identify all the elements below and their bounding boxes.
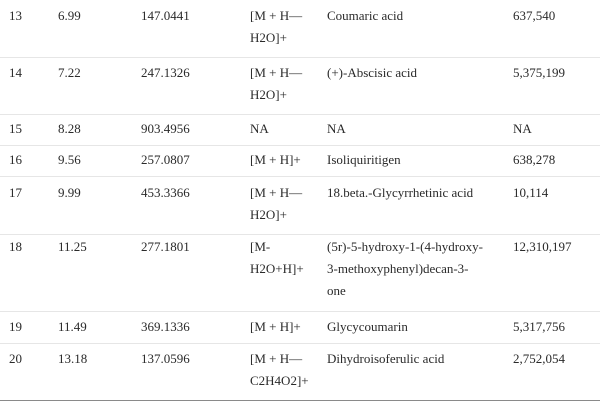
retention-time: 7.22	[58, 65, 81, 80]
table-row	[0, 316, 600, 344]
compound-name-line: NA	[327, 121, 346, 136]
adduct-line: [M + H—	[250, 65, 303, 80]
compound-name-line: Dihydroisoferulic acid	[327, 351, 445, 366]
adduct	[250, 149, 320, 171]
compound-name-line: Isoliquiritigen	[327, 152, 401, 167]
mz-value: 277.1801	[141, 239, 190, 254]
abundance: 5,317,756	[513, 319, 565, 334]
adduct-line: [M + H]+	[250, 152, 301, 167]
adduct-line: H2O]+	[250, 87, 287, 102]
abundance: 5,375,199	[513, 65, 565, 80]
table-row	[0, 182, 600, 235]
row-number: 20	[9, 351, 22, 366]
row-number: 13	[9, 8, 22, 23]
adduct	[250, 316, 320, 338]
adduct-line: C2H4O2]+	[250, 373, 309, 388]
retention-time: 13.18	[58, 351, 88, 366]
table-row	[0, 62, 600, 115]
row-number: 19	[9, 319, 22, 334]
adduct-line: [M + H—	[250, 351, 303, 366]
compound-name	[327, 236, 507, 302]
abundance: 638,278	[513, 152, 556, 167]
adduct-line: H2O]+	[250, 30, 287, 45]
retention-time: 6.99	[58, 8, 81, 23]
adduct	[250, 5, 320, 49]
compound-name	[327, 348, 507, 370]
row-number: 15	[9, 121, 22, 136]
compound-name	[327, 316, 507, 338]
row-number: 17	[9, 185, 22, 200]
mz-value: 247.1326	[141, 65, 190, 80]
abundance: 10,114	[513, 185, 549, 200]
adduct-line: H2O+H]+	[250, 261, 304, 276]
abundance: NA	[513, 121, 532, 136]
compound-name-line: 18.beta.-Glycyrrhetinic acid	[327, 185, 474, 200]
compound-name-line: Coumaric acid	[327, 8, 404, 23]
table-row	[0, 348, 600, 401]
retention-time: 8.28	[58, 121, 81, 136]
mz-value: 147.0441	[141, 8, 190, 23]
retention-time: 9.56	[58, 152, 81, 167]
compound-name	[327, 5, 507, 27]
mz-value: 453.3366	[141, 185, 190, 200]
adduct-line: [M + H—	[250, 185, 303, 200]
table-row	[0, 236, 600, 312]
table-row	[0, 118, 600, 146]
mz-value: 369.1336	[141, 319, 190, 334]
adduct-line: H2O]+	[250, 207, 287, 222]
adduct-line: [M + H—	[250, 8, 303, 23]
compound-name	[327, 62, 507, 84]
abundance: 2,752,054	[513, 351, 565, 366]
abundance: 12,310,197	[513, 239, 572, 254]
compound-name-line: (5r)-5-hydroxy-1-(4-hydroxy-	[327, 239, 483, 254]
retention-time: 11.49	[58, 319, 87, 334]
abundance: 637,540	[513, 8, 556, 23]
compound-name	[327, 118, 507, 140]
row-number: 18	[9, 239, 22, 254]
adduct-line: NA	[250, 121, 269, 136]
compound-name-line: (+)-Abscisic acid	[327, 65, 417, 80]
compound-name	[327, 182, 507, 204]
compound-name	[327, 149, 507, 171]
row-number: 14	[9, 65, 22, 80]
adduct	[250, 62, 320, 106]
mz-value: 903.4956	[141, 121, 190, 136]
adduct	[250, 348, 320, 392]
compound-name-line: one	[327, 283, 346, 298]
adduct	[250, 182, 320, 226]
mz-value: 137.0596	[141, 351, 190, 366]
row-number: 16	[9, 152, 22, 167]
adduct-line: [M-	[250, 239, 271, 254]
retention-time: 11.25	[58, 239, 87, 254]
mz-value: 257.0807	[141, 152, 190, 167]
adduct	[250, 236, 320, 280]
compound-name-line: Glycycoumarin	[327, 319, 408, 334]
compound-name-line: 3-methoxyphenyl)decan-3-	[327, 261, 469, 276]
table-row	[0, 5, 600, 58]
retention-time: 9.99	[58, 185, 81, 200]
adduct-line: [M + H]+	[250, 319, 301, 334]
table-row	[0, 149, 600, 177]
adduct	[250, 118, 320, 140]
